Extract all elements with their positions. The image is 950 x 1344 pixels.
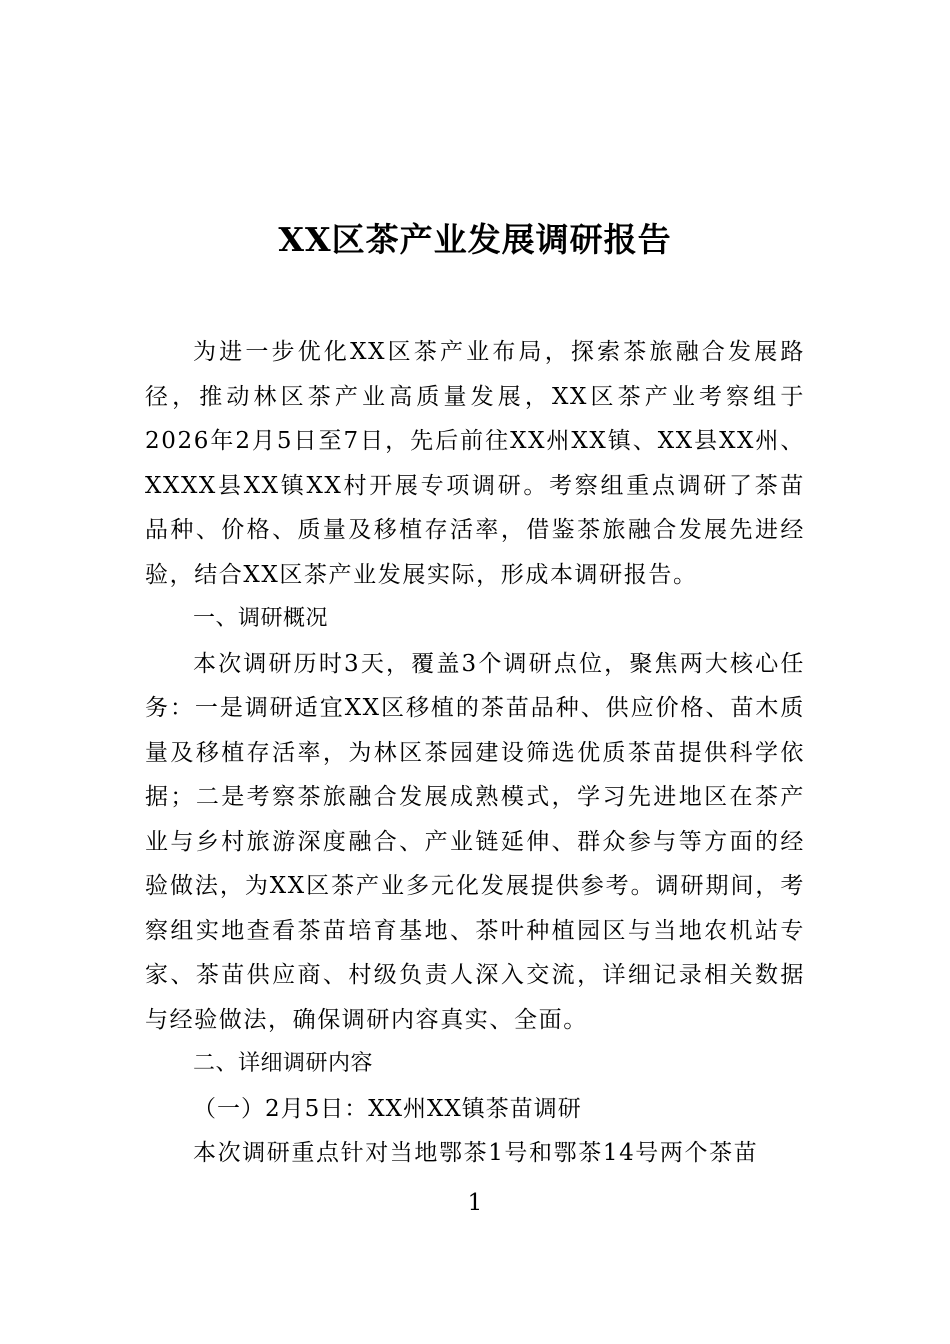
overview-paragraph: 本次调研历时3天，覆盖3个调研点位，聚焦两大核心任务：一是调研适宜XX区移植的茶苗品种、供应价格、苗木质量及移植存活率，为林区茶园建设筛选优质茶苗提供科学依据；二是考察茶旅融合发展成熟模式，学习先进地区在茶产业与乡村旅游深度融合、产业链延伸、群众参与等方面的经验做法，为XX区茶产业多元化发展提供参考。调研期间，考察组实地查看茶苗培育基地、茶叶种植园区与当地农机站专家、茶苗供应商、村级负责人深入交流，详细记录相关数据与经验做法，确保调研内容真实、全面。 <box>145 650 805 1033</box>
section-heading-overview: 一、调研概况 <box>193 606 329 631</box>
page-number: 1 <box>467 1190 483 1216</box>
document-title: XX区茶产业发展调研报告 <box>278 220 672 260</box>
section-heading-details: 二、详细调研内容 <box>193 1051 374 1076</box>
subsection-heading-feb5: （一）2月5日：XX州XX镇茶苗调研 <box>193 1095 582 1122</box>
intro-paragraph: 为进一步优化XX区茶产业布局，探索茶旅融合发展路径，推动林区茶产业高质量发展，XX区茶产业考察组于2026年2月5日至7日，先后前往XX州XX镇、XX县XX州、XXXX县XX镇XX村开展专项调研。考察组重点调研了茶苗品种、价格、质量及移植存活率，借鉴茶旅融合发展先进经验，结合XX区茶产业发展实际，形成本调研报告。 <box>145 339 805 588</box>
feb5-paragraph: 本次调研重点针对当地鄂茶1号和鄂茶14号两个茶苗 <box>193 1140 759 1166</box>
document-body <box>145 330 805 1176</box>
